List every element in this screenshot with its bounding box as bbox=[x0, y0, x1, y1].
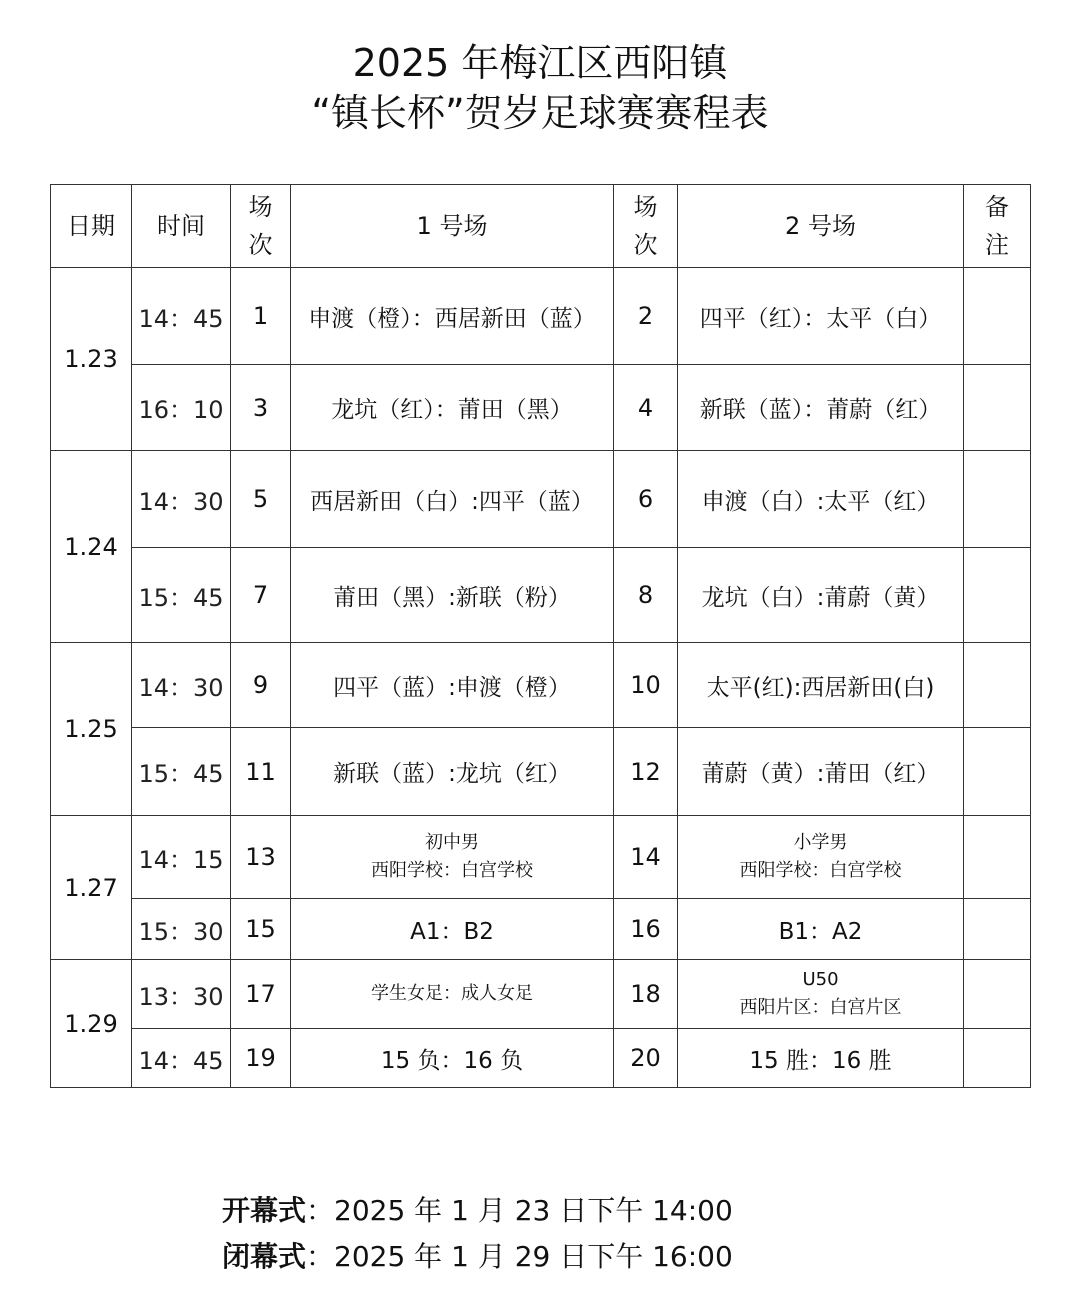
round-number: 20 bbox=[614, 1029, 678, 1088]
time-cell: 14：30 bbox=[132, 451, 231, 548]
match-field-1: 西居新田（白）:四平（蓝） bbox=[291, 451, 614, 548]
match-teams: 西阳学校：白宫学校 bbox=[371, 860, 533, 881]
note-cell bbox=[964, 816, 1031, 899]
table-row bbox=[51, 268, 1031, 365]
note-cell bbox=[964, 643, 1031, 728]
date-cell: 1.23 bbox=[51, 268, 132, 451]
note-cell bbox=[964, 960, 1031, 1029]
table-row bbox=[51, 960, 1031, 1029]
round-number: 12 bbox=[614, 728, 678, 816]
note-cell bbox=[964, 451, 1031, 548]
match-field-2: 15 胜：16 胜 bbox=[678, 1029, 964, 1088]
match-category: 初中男 bbox=[425, 832, 479, 853]
round-number: 9 bbox=[231, 643, 291, 728]
match-field-1: A1：B2 bbox=[291, 899, 614, 960]
header-field-2: 2 号场 bbox=[678, 185, 964, 268]
table-row bbox=[51, 1029, 1031, 1088]
round-number: 15 bbox=[231, 899, 291, 960]
table-row bbox=[51, 899, 1031, 960]
match-field-2: 申渡（白）:太平（红） bbox=[678, 451, 964, 548]
match-teams: 西阳学校：白宫学校 bbox=[739, 860, 902, 881]
match-field-1: 新联（蓝）:龙坑（红） bbox=[291, 728, 614, 816]
table-row bbox=[51, 816, 1031, 899]
date-cell: 1.24 bbox=[51, 451, 132, 643]
round-number: 1 bbox=[231, 268, 291, 365]
match-field-2: 龙坑（白）:莆蔚（黄） bbox=[678, 548, 964, 643]
round-number: 7 bbox=[231, 548, 291, 643]
date-cell: 1.29 bbox=[51, 960, 132, 1088]
table-row bbox=[51, 728, 1031, 816]
round-number: 3 bbox=[231, 365, 291, 451]
opening-label: 开幕式 bbox=[222, 1194, 307, 1227]
match-field-1: 四平（蓝）:申渡（橙） bbox=[291, 643, 614, 728]
note-cell bbox=[964, 548, 1031, 643]
header-round-1 bbox=[231, 185, 291, 268]
schedule-table bbox=[50, 184, 1031, 1088]
match-field-2: 太平(红):西居新田(白) bbox=[678, 643, 964, 728]
opening-value: ：2025 年 1 月 23 日下午 14:00 bbox=[306, 1194, 733, 1227]
closing-ceremony bbox=[222, 1240, 733, 1273]
date-cell: 1.25 bbox=[51, 643, 132, 816]
note-cell bbox=[964, 899, 1031, 960]
header-round-2-a: 场 bbox=[633, 193, 658, 221]
opening-ceremony bbox=[222, 1194, 733, 1227]
match-teams: 西阳片区：白宫片区 bbox=[739, 997, 902, 1018]
match-field-1: 学生女足：成人女足 bbox=[291, 960, 614, 1029]
time-cell: 15：45 bbox=[132, 548, 231, 643]
header-round-1-a: 场 bbox=[248, 193, 273, 221]
header-note-b: 注 bbox=[985, 231, 1009, 259]
header-note bbox=[964, 185, 1031, 268]
table-row bbox=[51, 365, 1031, 451]
table-row bbox=[51, 643, 1031, 728]
time-cell: 14：15 bbox=[132, 816, 231, 899]
closing-label: 闭幕式 bbox=[222, 1240, 307, 1273]
note-cell bbox=[964, 728, 1031, 816]
round-number: 4 bbox=[614, 365, 678, 451]
match-field-1 bbox=[291, 816, 614, 899]
header-field-1: 1 号场 bbox=[291, 185, 614, 268]
round-number: 6 bbox=[614, 451, 678, 548]
match-field-1: 莆田（黑）:新联（粉） bbox=[291, 548, 614, 643]
match-field-2: B1：A2 bbox=[678, 899, 964, 960]
match-field-2: 四平（红）：太平（白） bbox=[678, 268, 964, 365]
round-number: 5 bbox=[231, 451, 291, 548]
match-category: 小学男 bbox=[793, 832, 848, 853]
note-cell bbox=[964, 365, 1031, 451]
time-cell: 14：45 bbox=[132, 1029, 231, 1088]
match-field-1: 15 负：16 负 bbox=[291, 1029, 614, 1088]
match-field-2 bbox=[678, 960, 964, 1029]
round-number: 8 bbox=[614, 548, 678, 643]
page-title-line1: 2025 年梅江区西阳镇 bbox=[352, 41, 728, 85]
round-number: 17 bbox=[231, 960, 291, 1029]
round-number: 10 bbox=[614, 643, 678, 728]
match-field-2: 新联（蓝）：莆蔚（红） bbox=[678, 365, 964, 451]
table-row bbox=[51, 548, 1031, 643]
match-field-2 bbox=[678, 816, 964, 899]
note-cell bbox=[964, 1029, 1031, 1088]
time-cell: 13：30 bbox=[132, 960, 231, 1029]
time-cell: 15：45 bbox=[132, 728, 231, 816]
time-cell: 15：30 bbox=[132, 899, 231, 960]
match-category: U50 bbox=[802, 969, 839, 990]
header-row bbox=[51, 185, 1031, 268]
round-number: 16 bbox=[614, 899, 678, 960]
date-cell: 1.27 bbox=[51, 816, 132, 960]
round-number: 11 bbox=[231, 728, 291, 816]
match-field-2: 莆蔚（黄）:莆田（红） bbox=[678, 728, 964, 816]
note-cell bbox=[964, 268, 1031, 365]
round-number: 19 bbox=[231, 1029, 291, 1088]
match-field-1: 申渡（橙）：西居新田（蓝） bbox=[291, 268, 614, 365]
time-cell: 14：45 bbox=[132, 268, 231, 365]
table-row bbox=[51, 451, 1031, 548]
header-round-2 bbox=[614, 185, 678, 268]
round-number: 13 bbox=[231, 816, 291, 899]
header-round-1-b: 次 bbox=[248, 231, 273, 259]
header-round-2-b: 次 bbox=[633, 231, 658, 259]
header-note-a: 备 bbox=[985, 193, 1009, 221]
round-number: 18 bbox=[614, 960, 678, 1029]
header-time: 时间 bbox=[132, 185, 231, 268]
page-title-line2: “镇长杯”贺岁足球赛赛程表 bbox=[311, 91, 769, 135]
time-cell: 16：10 bbox=[132, 365, 231, 451]
header-date: 日期 bbox=[51, 185, 132, 268]
match-field-1: 龙坑（红）：莆田（黑） bbox=[291, 365, 614, 451]
time-cell: 14：30 bbox=[132, 643, 231, 728]
round-number: 2 bbox=[614, 268, 678, 365]
round-number: 14 bbox=[614, 816, 678, 899]
closing-value: ：2025 年 1 月 29 日下午 16:00 bbox=[306, 1240, 733, 1273]
